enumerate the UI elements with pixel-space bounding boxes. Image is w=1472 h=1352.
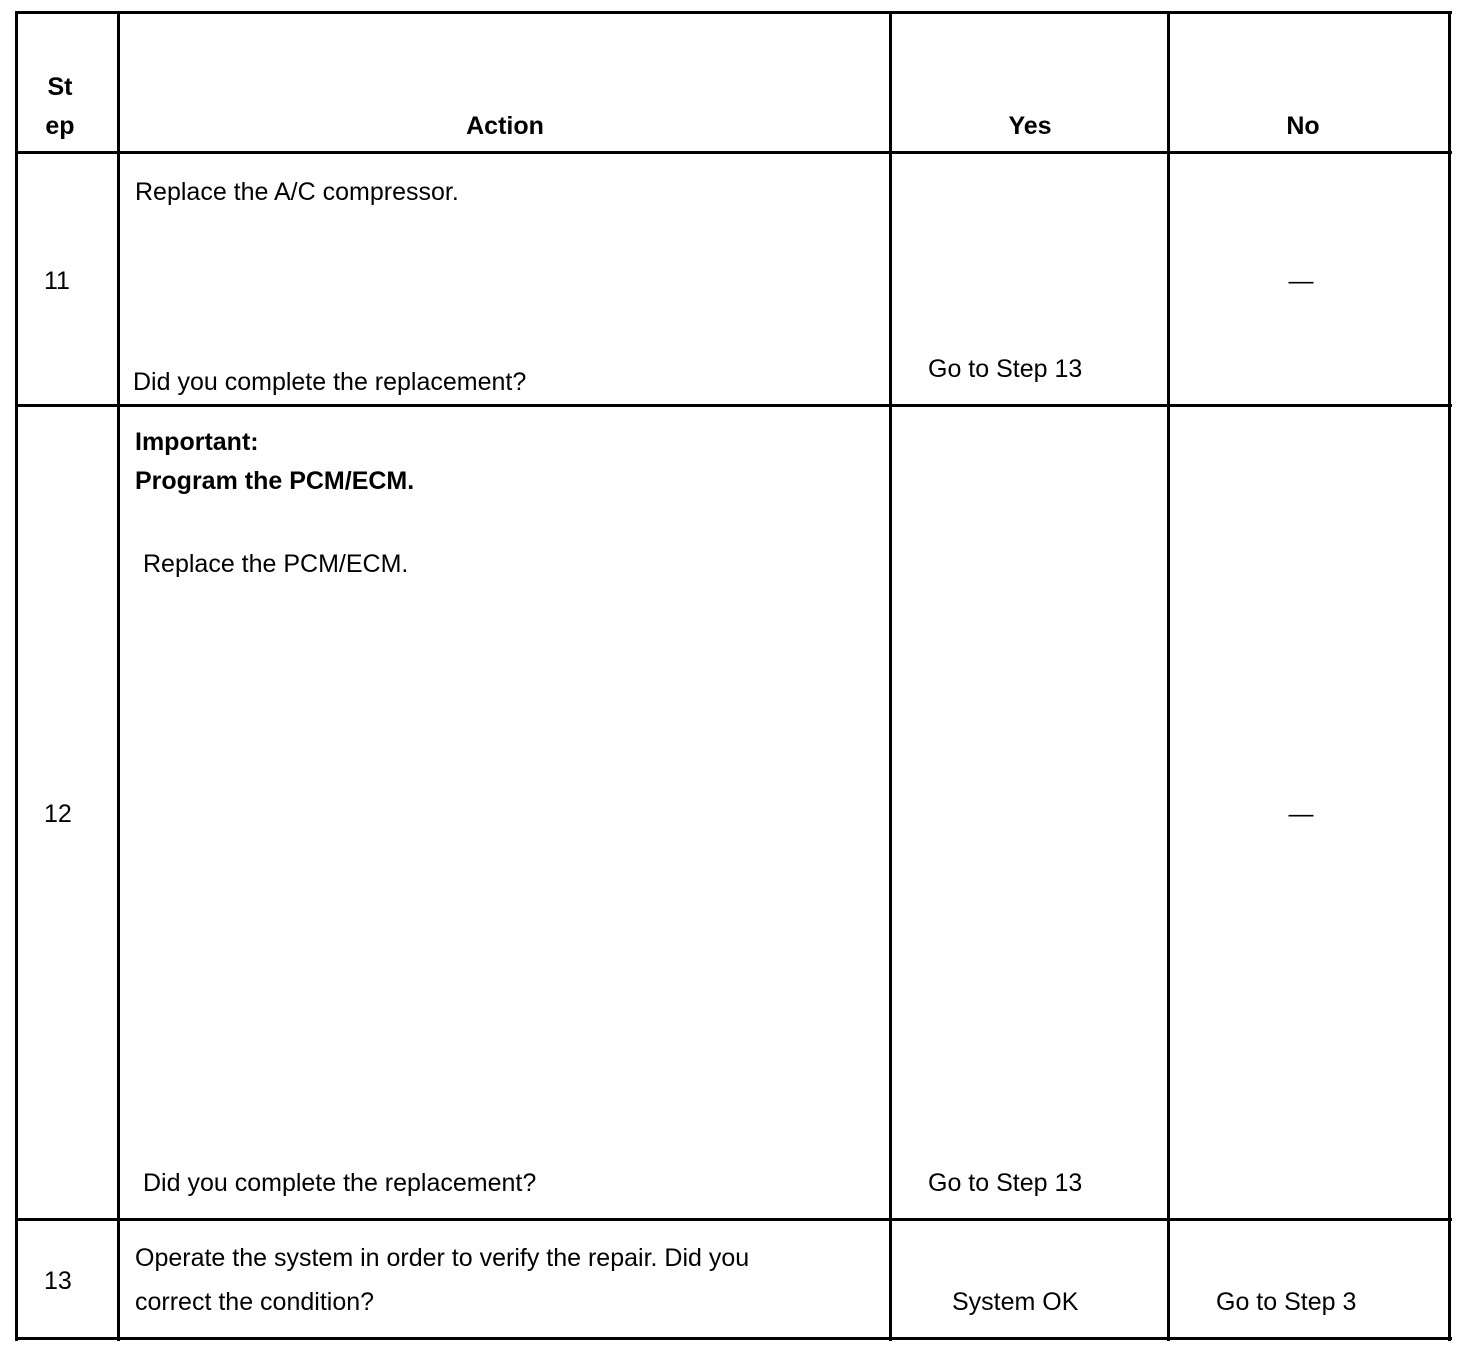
header-step-line2: ep — [45, 112, 75, 140]
row-divider-11 — [15, 404, 1452, 407]
action-12-important-text: Program the PCM/ECM. — [135, 467, 415, 495]
action-11-question: Did you complete the replacement? — [133, 368, 527, 396]
yes-13: System OK — [952, 1288, 1079, 1316]
diagnostic-table — [15, 11, 1452, 1341]
row-divider-12 — [15, 1218, 1452, 1221]
step-number-13: 13 — [44, 1267, 72, 1295]
action-12-instruction: Replace the PCM/ECM. — [143, 550, 409, 578]
action-13-line2: correct the condition? — [135, 1288, 375, 1316]
table-border-top — [15, 11, 1452, 14]
action-11-instruction: Replace the A/C compressor. — [135, 178, 459, 206]
header-divider — [15, 151, 1452, 154]
header-yes: Yes — [1008, 112, 1052, 140]
column-divider-yes — [1167, 11, 1170, 1341]
action-13-line1: Operate the system in order to verify the repair. Did you — [135, 1244, 750, 1272]
no-12: — — [1288, 800, 1314, 828]
no-11: — — [1288, 267, 1314, 295]
header-step-line1: St — [47, 73, 73, 101]
column-divider-action — [889, 11, 892, 1341]
table-border-left — [15, 11, 18, 1341]
yes-11: Go to Step 13 — [928, 355, 1083, 383]
no-13: Go to Step 3 — [1216, 1288, 1357, 1316]
column-divider-step — [117, 11, 120, 1341]
action-12-important-label: Important: — [135, 428, 259, 456]
yes-12: Go to Step 13 — [928, 1169, 1083, 1197]
table-border-right — [1448, 11, 1451, 1341]
table-border-bottom — [15, 1337, 1452, 1340]
action-12-question: Did you complete the replacement? — [143, 1169, 537, 1197]
header-action: Action — [466, 112, 544, 140]
header-no: No — [1286, 112, 1320, 140]
step-number-12: 12 — [44, 800, 72, 828]
step-number-11: 11 — [44, 267, 70, 295]
